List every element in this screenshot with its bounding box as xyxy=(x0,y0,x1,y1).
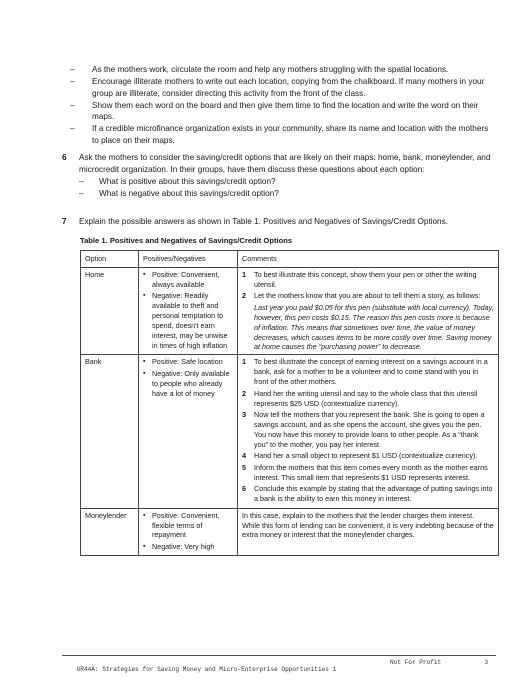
step-6 xyxy=(62,152,492,200)
comment-item: 1 To best illustrate the concept of earning interest on a savings account in a bank, ask for a mother to be a volunteer and to come stand with you in front of the other mothers. xyxy=(242,357,488,387)
step-7 xyxy=(62,216,492,228)
table-title: Table 1. Positives and Negatives of Savings/Credit Options xyxy=(80,236,293,245)
options-table xyxy=(80,250,499,556)
header-cell: Comments xyxy=(238,251,499,268)
option-cell: Home xyxy=(81,267,139,354)
page-footer xyxy=(62,659,496,694)
step-number: 7 xyxy=(62,217,67,226)
bullet-item: ▪ Negative: Only available to people who already have a lot of money xyxy=(143,369,233,399)
page-number: 3 xyxy=(484,659,488,666)
intro-list xyxy=(70,64,490,147)
bullet-item: ▪ Negative: Readily available to theft and personal temptation to spend, doesn't earn interest, may be unwise in times of high inflation xyxy=(143,291,233,350)
list-item: – Encourage illiterate mothers to write out each location, copying from the chalkboard. If many mothers in your group are illiterate, consider directing this activity from the front of the class. xyxy=(70,77,485,98)
list-item: – Show them each word on the board and then give them time to find the location and write the word on their maps. xyxy=(70,100,479,122)
list-item: – If a credible microfinance organization exists in your community, share its name and location with the mothers to place on their maps. xyxy=(70,124,489,146)
comment-cell xyxy=(238,267,499,354)
comment-item: 2 Hand her the writing utensil and say to the whole class that this utensil represents $25 USD (contextualize currency). xyxy=(242,388,478,408)
story-quote: Last year you paid $0.05 for this pen (substitute with local currency). Today, however, this pen costs $0.15. The reason this pen costs more is because of inflation. This means that sometimes over time, the value of money decreases, which causes items to be more costly over time. Saving money at home causes the “purchasing power” to decrease. xyxy=(254,302,494,352)
comment-item: 3 Now tell the mothers that you represent the bank. She is going to open a savings account, and as she opens the account, she gives you the pen. You now have this money to provide loans to other people. As a “thank you” to the mother, you pay her interest. xyxy=(242,410,485,449)
comment-item: 4 Hand her a small object to represent $1 USD (contextualize currency). xyxy=(242,451,478,461)
pn-cell xyxy=(139,508,238,556)
list-item: – What is negative about this savings/credit option? xyxy=(79,189,279,199)
option-cell: Moneylender xyxy=(81,508,139,556)
comment-item: 1 To best illustrate this concept, show them your pen or other the writing utensil. xyxy=(242,269,477,289)
step-text: Explain the possible answers as shown in Table 1. Positives and Negatives of Savings/Credit Options. xyxy=(79,217,448,226)
list-item: – As the mothers work, circulate the room and help any mothers struggling with the spatial locations. xyxy=(70,65,449,74)
footer-title: GR44A: Strategies for Saving Money and Micro-Enterprise Opportunities 1 xyxy=(76,666,337,673)
step-number: 6 xyxy=(62,153,67,162)
comment-cell: In this case, explain to the mothers that the lender charges them interest. While this form of lending can be convenient, it is very indebting because of the extra money or interest that the moneylender charges. xyxy=(238,508,499,556)
table-header-row xyxy=(81,251,499,268)
comment-item: 6 Conclude this example by stating that the advantage of putting savings into a bank is the ability to earn this money in interest. xyxy=(242,484,493,504)
header-cell: Option xyxy=(81,251,139,268)
pn-cell xyxy=(139,267,238,354)
pn-cell xyxy=(139,355,238,508)
footer-notice: Not For Profit xyxy=(390,659,442,666)
question-list xyxy=(79,176,492,200)
comment-item: 5 Inform the mothers that this item comes every month as the mother earns interest. This small item that represents $1 USD represents interest. xyxy=(242,462,488,482)
header-cell: Positives/Negatives xyxy=(139,251,238,268)
option-cell: Bank xyxy=(81,355,139,508)
bullet-item: ▪ Positive: Convenient, flexible terms of repayment xyxy=(143,511,233,541)
bullet-item: ▪ Positive: Convenient, always available xyxy=(143,270,233,290)
footer-divider xyxy=(62,655,496,656)
table-row xyxy=(81,508,499,556)
list-item: – What is positive about this savings/credit option? xyxy=(79,177,276,187)
comment-cell xyxy=(238,355,499,508)
table-row xyxy=(81,355,499,508)
comment-item: 2 Let the mothers know that you are about to tell them a story, as follows: xyxy=(242,291,481,301)
bullet-item: ▪ Negative: Very high xyxy=(143,542,233,552)
bullet-item: ▪ Positive: Safe location xyxy=(143,357,233,367)
table-row xyxy=(81,267,499,354)
step-text: Ask the mothers to consider the saving/credit options that are likely on their maps: home, bank, moneylender, and microcredit organization. In their groups, have them discuss these questions about each option: xyxy=(79,153,491,174)
